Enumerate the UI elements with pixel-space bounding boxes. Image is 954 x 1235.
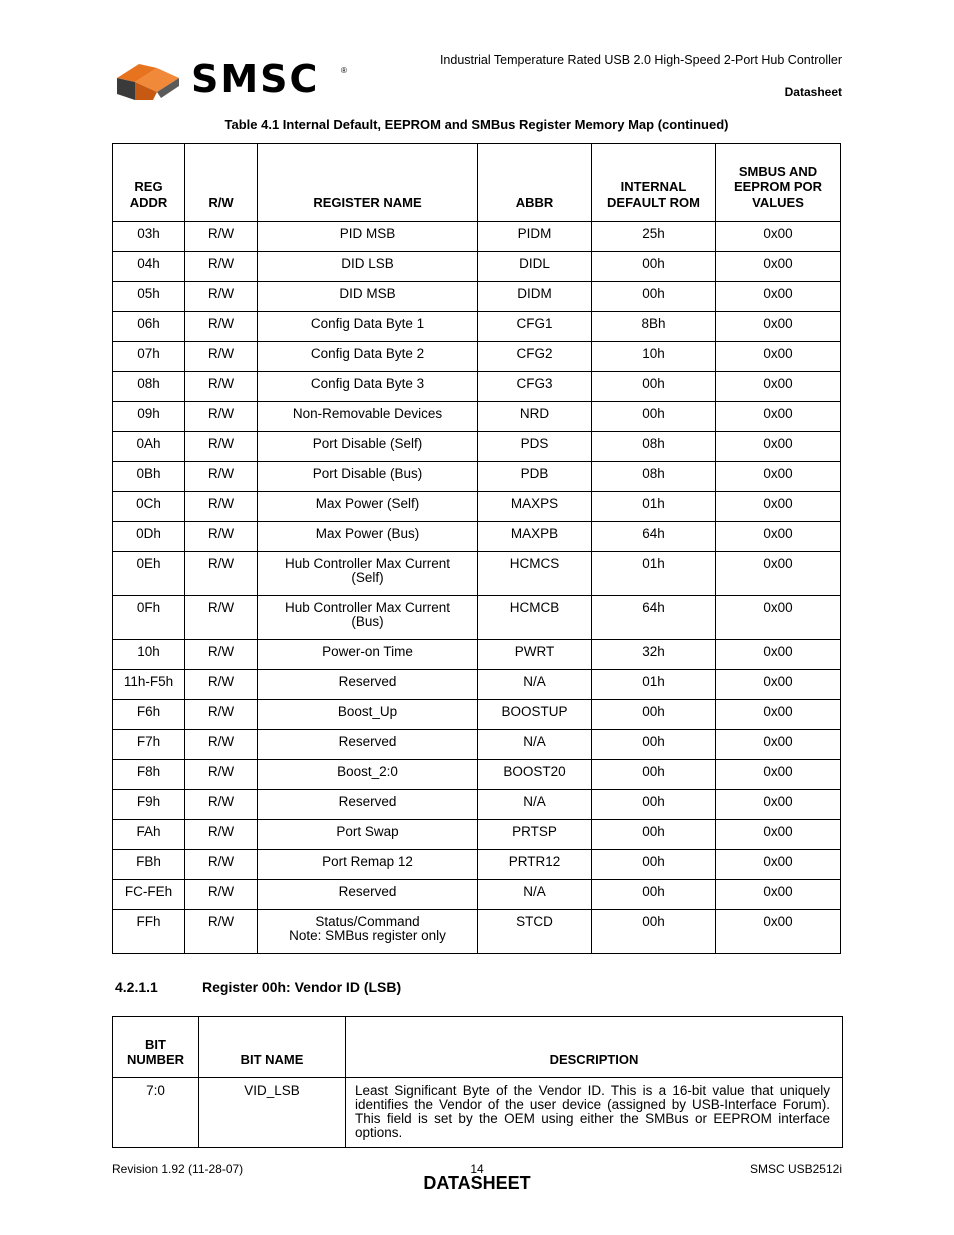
table-cell: MAXPB xyxy=(478,522,592,552)
table-cell: R/W xyxy=(185,790,258,820)
table-cell: F9h xyxy=(113,790,185,820)
table-cell: 0x00 xyxy=(716,596,841,640)
table-cell: Hub Controller Max Current (Bus) xyxy=(258,596,478,640)
table-cell: 10h xyxy=(592,342,716,372)
table-cell: CFG1 xyxy=(478,312,592,342)
table-cell: 0x00 xyxy=(716,730,841,760)
table-cell: Power-on Time xyxy=(258,640,478,670)
table-cell: 00h xyxy=(592,402,716,432)
table-cell: N/A xyxy=(478,790,592,820)
table-row xyxy=(113,312,841,342)
table-row xyxy=(113,910,841,954)
table-cell: 04h xyxy=(113,252,185,282)
table-row xyxy=(113,492,841,522)
table-cell: R/W xyxy=(185,492,258,522)
table-cell: 08h xyxy=(592,462,716,492)
table-cell: 0x00 xyxy=(716,402,841,432)
table-cell: 0x00 xyxy=(716,880,841,910)
table-cell: Port Remap 12 xyxy=(258,850,478,880)
table-cell: Reserved xyxy=(258,670,478,700)
table-cell: 0x00 xyxy=(716,670,841,700)
table-cell: HCMCB xyxy=(478,596,592,640)
table-cell: R/W xyxy=(185,730,258,760)
column-header: ABBR xyxy=(478,144,592,222)
table-cell: 00h xyxy=(592,700,716,730)
column-header: R/W xyxy=(185,144,258,222)
table-row xyxy=(113,820,841,850)
table-cell: 0x00 xyxy=(716,850,841,880)
header-subtitle: Datasheet xyxy=(784,85,842,99)
table-cell: 09h xyxy=(113,402,185,432)
table-cell: R/W xyxy=(185,432,258,462)
table-cell: NRD xyxy=(478,402,592,432)
register-memory-map-table xyxy=(112,143,841,954)
table-cell: 01h xyxy=(592,552,716,596)
table-caption: Table 4.1 Internal Default, EEPROM and SMBus Register Memory Map (continued) xyxy=(224,117,729,132)
table-cell: 0Bh xyxy=(113,462,185,492)
table-cell: 01h xyxy=(592,492,716,522)
table-cell: Max Power (Bus) xyxy=(258,522,478,552)
table-cell: 00h xyxy=(592,820,716,850)
table-cell: PIDM xyxy=(478,222,592,252)
column-header: BIT NUMBER xyxy=(113,1017,199,1078)
registered-mark: ® xyxy=(341,66,347,75)
table-row xyxy=(113,222,841,252)
table-cell: PDS xyxy=(478,432,592,462)
table-cell: 0Dh xyxy=(113,522,185,552)
table-row xyxy=(113,880,841,910)
table-cell: R/W xyxy=(185,312,258,342)
table-row xyxy=(113,596,841,640)
footer-page-number: 14 xyxy=(470,1162,484,1176)
table-cell: 32h xyxy=(592,640,716,670)
table-cell: FAh xyxy=(113,820,185,850)
table-cell: Config Data Byte 1 xyxy=(258,312,478,342)
table-cell: N/A xyxy=(478,670,592,700)
table-cell: BOOSTUP xyxy=(478,700,592,730)
table-cell: 0x00 xyxy=(716,790,841,820)
table-cell: 00h xyxy=(592,880,716,910)
table-cell: 00h xyxy=(592,252,716,282)
column-header: REG ADDR xyxy=(113,144,185,222)
table-cell: 00h xyxy=(592,850,716,880)
table-row xyxy=(113,342,841,372)
section-number: 4.2.1.1 xyxy=(115,979,158,995)
table-cell: 0x00 xyxy=(716,372,841,402)
table-cell: Port Disable (Self) xyxy=(258,432,478,462)
table-cell: R/W xyxy=(185,402,258,432)
table-cell: DID MSB xyxy=(258,282,478,312)
table-cell: R/W xyxy=(185,552,258,596)
table-cell: Config Data Byte 3 xyxy=(258,372,478,402)
table-cell: 0x00 xyxy=(716,312,841,342)
table-cell: DIDM xyxy=(478,282,592,312)
table-cell: 64h xyxy=(592,522,716,552)
table-row xyxy=(113,760,841,790)
table-cell: Reserved xyxy=(258,880,478,910)
table-cell: 00h xyxy=(592,372,716,402)
table-cell: Port Swap xyxy=(258,820,478,850)
table-cell: Status/Command Note: SMBus register only xyxy=(258,910,478,954)
table-cell: 06h xyxy=(113,312,185,342)
table-cell: F6h xyxy=(113,700,185,730)
table-cell: Config Data Byte 2 xyxy=(258,342,478,372)
table-cell: R/W xyxy=(185,910,258,954)
table-cell: R/W xyxy=(185,820,258,850)
table-cell: VID_LSB xyxy=(199,1078,346,1148)
table-row xyxy=(113,730,841,760)
table-cell: DIDL xyxy=(478,252,592,282)
table-cell: MAXPS xyxy=(478,492,592,522)
table-cell: 00h xyxy=(592,790,716,820)
table-header-row xyxy=(113,1017,843,1078)
table-cell: 03h xyxy=(113,222,185,252)
table-cell: 00h xyxy=(592,730,716,760)
table-cell: R/W xyxy=(185,700,258,730)
smsc-logo-mark-icon xyxy=(117,60,183,102)
table-cell: 0x00 xyxy=(716,700,841,730)
table-cell: R/W xyxy=(185,670,258,700)
footer-datasheet-label: DATASHEET xyxy=(423,1173,531,1193)
table-cell: R/W xyxy=(185,372,258,402)
table-cell: Port Disable (Bus) xyxy=(258,462,478,492)
table-cell: 0x00 xyxy=(716,342,841,372)
table-cell: 0x00 xyxy=(716,760,841,790)
table-row xyxy=(113,282,841,312)
table-cell: Reserved xyxy=(258,730,478,760)
table-cell: R/W xyxy=(185,342,258,372)
table-cell: BOOST20 xyxy=(478,760,592,790)
table-cell: R/W xyxy=(185,850,258,880)
table-cell: N/A xyxy=(478,730,592,760)
header-title: Industrial Temperature Rated USB 2.0 High-Speed 2-Port Hub Controller xyxy=(439,53,842,67)
column-header: SMBUS AND EEPROM POR VALUES xyxy=(716,144,841,222)
table-cell: N/A xyxy=(478,880,592,910)
table-row xyxy=(113,462,841,492)
table-cell: R/W xyxy=(185,880,258,910)
table-row xyxy=(113,850,841,880)
table-cell: F8h xyxy=(113,760,185,790)
table-cell: R/W xyxy=(185,596,258,640)
logo-text: SMSC xyxy=(191,57,320,101)
table-row xyxy=(113,402,841,432)
table-cell: 0Eh xyxy=(113,552,185,596)
table-row xyxy=(113,1078,843,1148)
table-cell: 01h xyxy=(592,670,716,700)
table-cell: R/W xyxy=(185,282,258,312)
table-cell: 0Fh xyxy=(113,596,185,640)
table-cell: 0x00 xyxy=(716,910,841,954)
table-cell: Reserved xyxy=(258,790,478,820)
table-header-row xyxy=(113,144,841,222)
smsc-logo xyxy=(117,57,357,104)
table-row xyxy=(113,522,841,552)
table-row xyxy=(113,432,841,462)
table-cell: 0x00 xyxy=(716,462,841,492)
table-cell: Max Power (Self) xyxy=(258,492,478,522)
table-cell: 0x00 xyxy=(716,222,841,252)
table-cell: 7:0 xyxy=(113,1078,199,1148)
table-cell: 0Ah xyxy=(113,432,185,462)
column-header: REGISTER NAME xyxy=(258,144,478,222)
footer-product: SMSC USB2512i xyxy=(749,1162,842,1176)
table-cell: 05h xyxy=(113,282,185,312)
column-header: BIT NAME xyxy=(199,1017,346,1078)
section-title: Register 00h: Vendor ID (LSB) xyxy=(202,979,402,995)
table-cell: Boost_2:0 xyxy=(258,760,478,790)
table-cell: Non-Removable Devices xyxy=(258,402,478,432)
table-cell: PRTSP xyxy=(478,820,592,850)
table-cell: R/W xyxy=(185,640,258,670)
table-cell: R/W xyxy=(185,222,258,252)
table-cell: PWRT xyxy=(478,640,592,670)
table-cell: 00h xyxy=(592,760,716,790)
table-cell: PID MSB xyxy=(258,222,478,252)
table-cell: 10h xyxy=(113,640,185,670)
table-cell: FC-FEh xyxy=(113,880,185,910)
table-cell: 64h xyxy=(592,596,716,640)
table-cell: Hub Controller Max Current (Self) xyxy=(258,552,478,596)
footer-revision: Revision 1.92 (11-28-07) xyxy=(112,1162,244,1176)
table-cell: R/W xyxy=(185,522,258,552)
table-row xyxy=(113,670,841,700)
table-cell: 0x00 xyxy=(716,282,841,312)
bit-definition-table xyxy=(112,1016,843,1148)
table-cell: Boost_Up xyxy=(258,700,478,730)
table-cell: 0Ch xyxy=(113,492,185,522)
table-cell: DID LSB xyxy=(258,252,478,282)
table-cell: PRTR12 xyxy=(478,850,592,880)
table-cell: 08h xyxy=(113,372,185,402)
table-cell: F7h xyxy=(113,730,185,760)
table-row xyxy=(113,552,841,596)
table-cell: 25h xyxy=(592,222,716,252)
table-cell: 0x00 xyxy=(716,820,841,850)
table-row xyxy=(113,640,841,670)
table-cell: 00h xyxy=(592,282,716,312)
table-cell: 11h-F5h xyxy=(113,670,185,700)
table-cell: STCD xyxy=(478,910,592,954)
table-row xyxy=(113,790,841,820)
table-cell: HCMCS xyxy=(478,552,592,596)
table-cell: 8Bh xyxy=(592,312,716,342)
table-cell: 0x00 xyxy=(716,640,841,670)
table-cell: R/W xyxy=(185,462,258,492)
table-cell: 07h xyxy=(113,342,185,372)
table-cell: 00h xyxy=(592,910,716,954)
table-row xyxy=(113,252,841,282)
table-row xyxy=(113,372,841,402)
table-cell: CFG2 xyxy=(478,342,592,372)
table-cell: 08h xyxy=(592,432,716,462)
table-cell: 0x00 xyxy=(716,552,841,596)
table-cell: FBh xyxy=(113,850,185,880)
table-cell: Least Significant Byte of the Vendor ID. This is a 16-bit value that uniquely identifies the Vendor of the user device (assigned by USB-Interface Forum). This field is set by the OEM using either the SMBus or EEPROM interface options. xyxy=(346,1078,843,1148)
table-cell: FFh xyxy=(113,910,185,954)
table-cell: CFG3 xyxy=(478,372,592,402)
table-cell: 0x00 xyxy=(716,252,841,282)
table-cell: R/W xyxy=(185,252,258,282)
table-cell: 0x00 xyxy=(716,432,841,462)
table-row xyxy=(113,700,841,730)
table-cell: R/W xyxy=(185,760,258,790)
table-cell: 0x00 xyxy=(716,522,841,552)
table-cell: PDB xyxy=(478,462,592,492)
column-header: INTERNAL DEFAULT ROM xyxy=(592,144,716,222)
table-cell: 0x00 xyxy=(716,492,841,522)
column-header: DESCRIPTION xyxy=(346,1017,843,1078)
